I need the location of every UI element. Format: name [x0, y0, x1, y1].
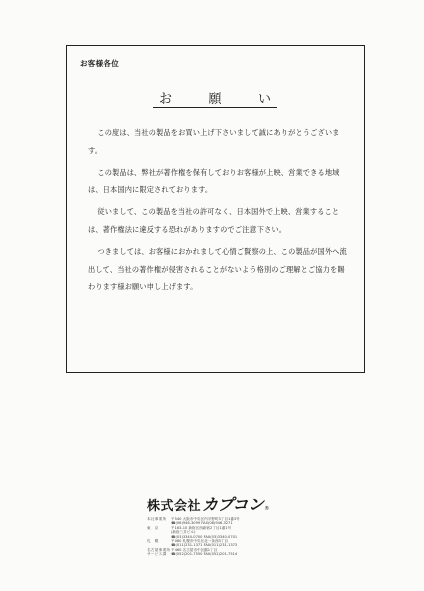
office-detail: 〒163-10 新宿区西新宿2丁目1番1号	[171, 525, 232, 530]
company-logo	[147, 492, 297, 515]
office-detail: ☎(06)946-3099 FAX(06)946-3271	[171, 521, 233, 526]
heading-char: お	[159, 92, 173, 107]
office-detail: ☎(052)201-7550 FAX(052)201-7514	[171, 552, 238, 557]
notice-body	[88, 124, 350, 300]
office-detail: 〒460 名古屋市中区錦1丁目	[171, 547, 218, 552]
office-detail: ☎(011)231-1371 FAX(011)231-1373	[171, 543, 238, 548]
office-row	[147, 552, 297, 556]
notice-paragraph: つきましては、お客様におかれまして心情ご賢察の上、この製品が国外へ流出して、当社の著作権が侵害されることがないよう格別のご理解とご協力を賜わります様お願い申し上げます。	[88, 246, 347, 292]
notice-paragraph: この度は、当社の製品をお買い上げ下さいまして誠にありがとうございます。	[88, 128, 340, 155]
copyright-notice-box	[66, 45, 365, 373]
company-brand: カプコン	[202, 495, 264, 514]
office-detail: (新宿三井ビル)	[171, 530, 196, 535]
office-label: 本社事業所	[147, 517, 167, 521]
office-list	[147, 517, 297, 557]
office-detail: 〒060 札幌市中央区北一条西3丁目	[171, 539, 229, 544]
office-label: 東 京	[147, 525, 159, 530]
office-label: 名古屋事業所	[147, 547, 171, 552]
office-label: サービス課	[147, 552, 167, 557]
heading-char: い	[257, 92, 271, 107]
office-label: 札 幌	[147, 539, 159, 544]
heading-char: 願	[208, 92, 222, 107]
notice-paragraph: この製品は、弊社が著作権を保有しておりお客様が上映、営業できる地域は、日本国内に限定されております。	[88, 167, 340, 195]
notice-paragraph: 従いまして、この製品を当社の許可なく、日本国外で上映、営業することは、著作権法に違反する恐れがありますのでご注意下さい。	[88, 207, 340, 234]
company-footer	[147, 492, 297, 557]
notice-heading	[153, 88, 277, 107]
registered-mark: ®	[264, 506, 270, 512]
company-prefix: 株式会社	[147, 499, 202, 514]
office-detail: 〒540 大阪市中央区内平野町3丁目1番3号	[171, 517, 240, 521]
office-detail: ☎(03)3340-0700 FAX(03)3340-0701	[171, 534, 238, 539]
heading-underline	[153, 107, 277, 108]
addressee: お客様各位	[80, 59, 119, 68]
